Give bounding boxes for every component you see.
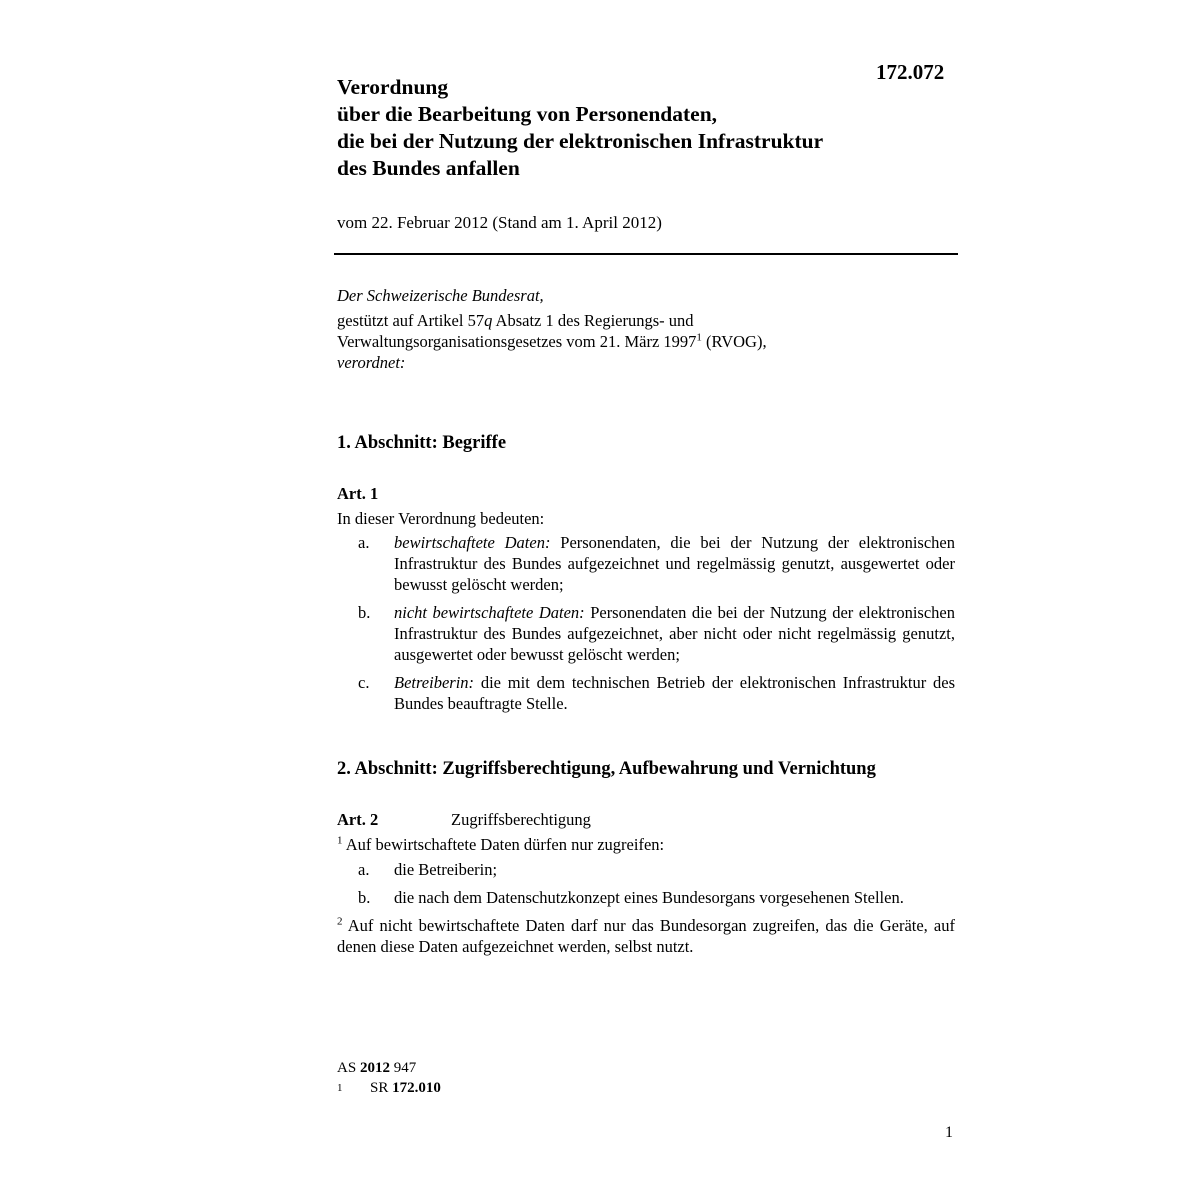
section-1-heading: 1. Abschnitt: Begriffe [337, 433, 507, 453]
article-2 [337, 809, 957, 957]
footnote-number: 1 [337, 1082, 343, 1094]
art-2-header [337, 809, 957, 830]
basis-letter: q [484, 311, 493, 330]
footnote-sr-ref: 172.010 [392, 1080, 441, 1096]
title-line-2: über die Bearbeitung von Personendaten, [337, 102, 718, 126]
preamble-decree: verordnet: [337, 353, 406, 372]
paragraph-number: 1 [337, 834, 343, 847]
footnote-prefix: SR [370, 1080, 393, 1096]
art-2-list [337, 859, 957, 908]
paragraph-text: Auf bewirtschaftete Daten dürfen nur zugreifen: [342, 835, 665, 854]
title-divider [334, 253, 958, 255]
preamble [337, 285, 957, 373]
art-1-definitions [337, 532, 957, 714]
document-title [337, 74, 823, 182]
item-text: die nach dem Datenschutzkonzept eines Bundesorgans vorgesehenen Stellen. [394, 888, 904, 907]
art-2-title: Zugriffsberechtigung [451, 810, 591, 829]
art-2-number: Art. 2 [337, 810, 379, 829]
item-definition: Personendaten, die bei der Nutzung der elektronischen Infrastruktur des Bundes aufgezeichnet und regelmässig genutzt, ausgewertet oder bewusst gelöscht werden; [394, 533, 955, 594]
list-item [337, 887, 957, 908]
item-term: nicht bewirtschaftete Daten: [394, 603, 585, 622]
sr-number: 172.072 [876, 60, 945, 84]
item-text [394, 532, 955, 595]
paragraph-number: 2 [337, 915, 343, 928]
basis-law: Verwaltungsorganisationsgesetzes vom 21. März 1997 [337, 332, 697, 351]
basis-abbrev: (RVOG), [701, 332, 767, 351]
section-2-heading: 2. Abschnitt: Zugriffsberechtigung, Aufbewahrung und Vernichtung [337, 759, 876, 779]
title-line-3: die bei der Nutzung der elektronischen Infrastruktur [337, 129, 824, 153]
item-letter: c. [358, 673, 370, 692]
article-1 [337, 483, 957, 721]
item-term: Betreiberin: [394, 673, 475, 692]
list-item [337, 859, 957, 880]
as-reference [337, 1058, 441, 1078]
preamble-basis-line-2 [337, 331, 957, 352]
item-letter: b. [358, 603, 371, 622]
item-text [394, 672, 955, 714]
as-prefix: AS [337, 1060, 360, 1076]
paragraph-text: Auf nicht bewirtschaftete Daten darf nur das Bundesorgan zugreifen, das die Geräte, auf denen diese Daten aufgezeichnet werden, selbst nutzt. [337, 916, 955, 956]
art-1-label [337, 483, 957, 504]
item-term: bewirtschaftete Daten: [394, 533, 551, 552]
item-letter: a. [358, 533, 370, 552]
basis-text-cont: Absatz 1 des Regierungs- und [492, 311, 694, 330]
as-page: 947 [389, 1060, 417, 1076]
preamble-authority: Der Schweizerische Bundesrat, [337, 286, 544, 305]
footnote-1 [337, 1078, 441, 1098]
list-item [337, 672, 957, 714]
art-2-para-1 [337, 834, 957, 855]
item-letter: b. [358, 888, 371, 907]
as-year: 2012 [359, 1060, 390, 1076]
title-line-1: Verordnung [337, 75, 449, 99]
list-item [337, 602, 957, 665]
footnotes [337, 1058, 441, 1098]
item-text [394, 602, 955, 665]
art-1-intro: In dieser Verordnung bedeuten: [337, 509, 545, 528]
footnote-ref: 1 [696, 331, 702, 344]
item-definition: die mit dem technischen Betrieb der elektronischen Infrastruktur des Bundes beauftragte Stelle. [394, 673, 955, 713]
item-definition: Personendaten die bei der Nutzung der elektronischen Infrastruktur des Bundes aufgezeichnet, aber nicht oder nicht regelmässig genutzt, ausgewertet oder bewusst gelöscht werden; [394, 603, 956, 664]
art-1-number: Art. 1 [337, 484, 379, 503]
art-2-para-2 [337, 915, 955, 957]
preamble-basis-line-1 [337, 310, 957, 331]
list-item [337, 532, 957, 595]
basis-text: gestützt auf Artikel 57 [337, 311, 485, 330]
item-text: die Betreiberin; [394, 860, 498, 879]
dateline: vom 22. Februar 2012 (Stand am 1. April 2012) [337, 213, 662, 232]
item-letter: a. [358, 860, 370, 879]
title-line-4: des Bundes anfallen [337, 156, 520, 180]
page-number: 1 [945, 1124, 953, 1141]
